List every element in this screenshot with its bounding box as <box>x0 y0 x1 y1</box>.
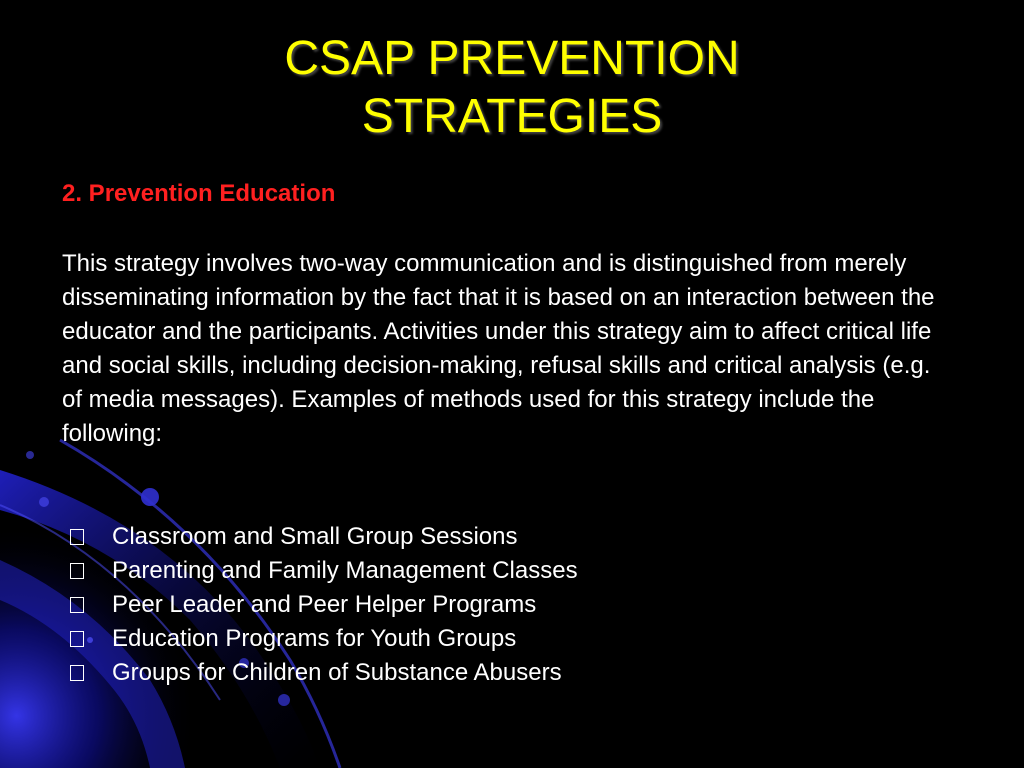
list-item-label: Parenting and Family Management Classes <box>112 557 578 584</box>
list-item <box>62 520 578 554</box>
list-item-label: Education Programs for Youth Groups <box>112 625 517 652</box>
body-paragraph: This strategy involves two-way communication and is distinguished from merely disseminating information by the fact that it is based on an interaction between the educator and the participants. Activities under this strategy aim to affect critical life and social skills, including decision-making, refusal skills and critical analysis (e.g. of media messages). Examples of methods used for this strategy include the following: <box>62 250 935 447</box>
square-bullet-icon <box>70 631 84 647</box>
list-item-label: Groups for Children of Substance Abusers <box>112 659 562 686</box>
list-item <box>62 622 578 656</box>
list-item <box>62 554 578 588</box>
square-bullet-icon <box>70 665 84 681</box>
page-title <box>0 30 1024 146</box>
list-item-label: Classroom and Small Group Sessions <box>112 523 518 550</box>
list-item <box>62 656 578 690</box>
list-item-label: Peer Leader and Peer Helper Programs <box>112 591 537 618</box>
section-subtitle: 2. Prevention Education <box>62 180 336 207</box>
list-item <box>62 588 578 622</box>
bullet-list <box>62 520 578 690</box>
title-line-2: STRATEGIES <box>361 90 663 143</box>
title-line-1: CSAP PREVENTION <box>284 32 740 85</box>
square-bullet-icon <box>70 597 84 613</box>
square-bullet-icon <box>70 563 84 579</box>
square-bullet-icon <box>70 529 84 545</box>
